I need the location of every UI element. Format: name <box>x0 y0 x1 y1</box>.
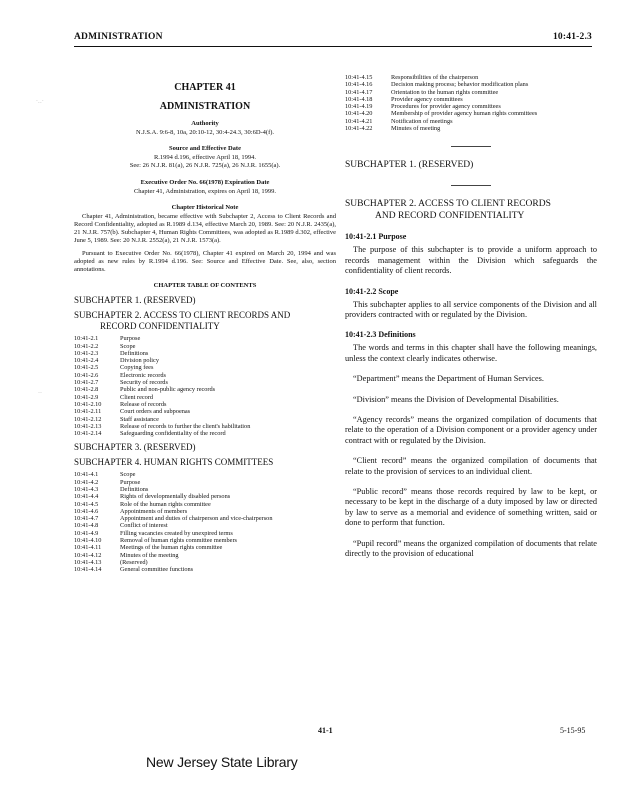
toc-entry-title: Meetings of the human rights committee <box>120 544 223 552</box>
toc-entry <box>74 552 272 559</box>
toc-entry-title: Appointment and duties of chairperson and vice-chairperson <box>120 515 273 523</box>
toc-entry-title: Membership of provider agency human rights committees <box>391 110 538 118</box>
right-column <box>345 72 597 560</box>
toc-entry-number: 10:41-2.14 <box>74 430 102 438</box>
history-paragraph-2: Pursuant to Executive Order No. 66(1978), Chapter 41 expired on March 20, 1994 and was adopted as new rules by R.1994 d.196. See: Source and Effective Date. See, also, section annotations. <box>74 249 336 274</box>
toc-entry <box>74 386 250 393</box>
toc-entry <box>74 423 250 430</box>
section-2-1-heading: 10:41-2.1 Purpose <box>345 232 407 242</box>
toc-subchapter-2-line2: RECORD CONFIDENTIALITY <box>100 321 220 332</box>
toc-entry-number: 10:41-4.12 <box>74 551 102 559</box>
toc-entry <box>345 81 537 88</box>
toc-entry <box>74 486 272 493</box>
toc-entry-number: 10:41-4.20 <box>345 110 373 118</box>
toc-entry-number: 10:41-2.8 <box>74 386 99 394</box>
toc-entry-title: Definitions <box>120 485 149 493</box>
definitions-intro: The words and terms in this chapter shall have the following meanings, unless the context clearly indicates otherwise. <box>345 343 597 363</box>
toc-entry-title: Release of records <box>120 400 167 408</box>
chapter-number: CHAPTER 41 <box>174 82 236 93</box>
toc-entry-title: Safeguarding confidentiality of the record <box>120 430 226 438</box>
toc-entry <box>74 515 272 522</box>
toc-entry-number: 10:41-2.9 <box>74 393 99 401</box>
toc-entry-number: 10:41-4.10 <box>74 537 102 545</box>
toc-entry-title: Purpose <box>120 335 141 343</box>
toc-entry <box>345 89 537 96</box>
toc-entry-number: 10:41-4.13 <box>74 558 102 566</box>
toc-entry-title: Rights of developmentally disabled persons <box>120 493 231 501</box>
toc-entry-number: 10:41-4.21 <box>345 117 373 125</box>
toc-entry <box>74 544 272 551</box>
toc-entry-number: 10:41-2.11 <box>74 408 102 416</box>
source-heading: Source and Effective Date <box>169 145 241 153</box>
toc-entry-number: 10:41-4.3 <box>74 485 99 493</box>
toc-entry-number: 10:41-4.5 <box>74 500 99 508</box>
toc-subchapter-2-line1: SUBCHAPTER 2. ACCESS TO CLIENT RECORDS AND <box>74 310 291 321</box>
toc-entry <box>345 74 537 81</box>
toc-entry <box>345 103 537 110</box>
toc-entry <box>345 110 537 117</box>
toc-entry <box>74 408 250 415</box>
toc-entry-number: 10:41-2.6 <box>74 371 99 379</box>
toc-entry-number: 10:41-4.1 <box>74 471 99 479</box>
toc-entry-title: Court orders and subpoenas <box>120 408 191 416</box>
authority-text: N.J.S.A. 9:6-8, 10a, 20:10-12, 30:4-24.3, 30:6D-4(f). <box>135 129 275 136</box>
left-column <box>74 72 336 579</box>
toc-entry <box>74 379 250 386</box>
toc-subchapter-4-continued <box>345 74 537 132</box>
toc-entry <box>74 372 250 379</box>
toc-entry <box>74 416 250 423</box>
toc-entry-title: Filling vacancies created by unexpired terms <box>120 529 233 537</box>
toc-subchapter-3: SUBCHAPTER 3. (RESERVED) <box>74 442 196 453</box>
divider-rule-2 <box>451 185 491 186</box>
toc-entry-title: Definitions <box>120 349 149 357</box>
toc-entry-title: Removal of human rights committee members <box>120 537 237 545</box>
toc-entry-title: Conflict of interest <box>120 522 168 530</box>
scan-speck: ‥ <box>38 388 43 395</box>
toc-entry <box>74 343 250 350</box>
toc-entry-number: 10:41-4.11 <box>74 544 102 552</box>
section-2-1-text: The purpose of this subchapter is to provide a uniform approach to records management within the Division which safeguards the confidentiality of client records. <box>345 245 597 276</box>
toc-entry <box>74 537 272 544</box>
toc-entry-number: 10:41-4.19 <box>345 103 373 111</box>
header-section-range: 10:41-2.3 <box>552 32 592 42</box>
header-chapter-title: ADMINISTRATION <box>74 32 163 42</box>
toc-entry <box>74 401 250 408</box>
toc-entry <box>74 501 272 508</box>
section-2-2-text: This subchapter applies to all service components of the Division and all providers contracted with or regulated by the Division. <box>345 299 597 319</box>
toc-entry-number: 10:41-4.14 <box>74 566 102 574</box>
toc-entry-number: 10:41-4.2 <box>74 478 99 486</box>
definition-division: “Division” means the Division of Developmental Disabilities. <box>353 394 559 404</box>
history-heading: Chapter Historical Note <box>171 203 239 211</box>
toc-entry-number: 10:41-2.4 <box>74 357 99 365</box>
toc-entry-title: Orientation to the human rights committee <box>391 88 499 96</box>
page-date: 5-15-95 <box>560 726 586 735</box>
toc-entry-title: Public and non-public agency records <box>120 386 216 394</box>
toc-entry <box>74 394 250 401</box>
toc-entry-title: Client record <box>120 393 154 401</box>
toc-entry-number: 10:41-4.6 <box>74 507 99 515</box>
toc-entry-number: 10:41-2.7 <box>74 379 99 387</box>
subchapter-2-title <box>345 198 597 222</box>
toc-entry-number: 10:41-4.16 <box>345 81 373 89</box>
toc-entry-title: Provider agency committees <box>391 95 463 103</box>
subchapter-1-title: SUBCHAPTER 1. (RESERVED) <box>345 160 474 171</box>
toc-subchapter-1: SUBCHAPTER 1. (RESERVED) <box>74 295 196 306</box>
toc-entry-title: (Reserved) <box>120 558 148 566</box>
toc-entry-number: 10:41-4.18 <box>345 95 373 103</box>
toc-entry-title: Minutes of the meeting <box>120 551 179 559</box>
toc-entry <box>74 335 250 342</box>
toc-entry-number: 10:41-2.10 <box>74 400 102 408</box>
toc-entry-title: Scope <box>120 342 136 350</box>
toc-entry-number: 10:41-4.4 <box>74 493 99 501</box>
toc-subchapter-2-list <box>74 335 250 437</box>
toc-entry <box>74 530 272 537</box>
definition-department: “Department” means the Department of Human Services. <box>353 374 544 384</box>
toc-entry-title: Role of the human rights committee <box>120 500 211 508</box>
scan-speck: ·‥· <box>36 98 44 105</box>
toc-entry <box>74 357 250 364</box>
toc-entry-title: Security of records <box>120 379 168 387</box>
toc-subchapter-4: SUBCHAPTER 4. HUMAN RIGHTS COMMITTEES <box>74 457 274 468</box>
toc-entry-number: 10:41-4.9 <box>74 529 99 537</box>
toc-entry <box>345 118 537 125</box>
page-number: 41-1 <box>318 726 333 735</box>
eo-heading: Executive Order No. 66(1978) Expiration Date <box>140 178 270 186</box>
toc-entry-title: Scope <box>120 471 136 479</box>
toc-entry-number: 10:41-4.15 <box>345 74 373 81</box>
toc-entry-title: Procedures for provider agency committees <box>391 103 501 111</box>
divider-rule <box>451 146 491 147</box>
library-stamp: New Jersey State Library <box>146 754 298 770</box>
toc-entry <box>74 522 272 529</box>
toc-entry <box>345 96 537 103</box>
toc-entry-number: 10:41-4.7 <box>74 515 99 523</box>
toc-entry-title: Responsibilities of the chairperson <box>391 74 479 81</box>
toc-entry-title: Copying fees <box>120 364 154 372</box>
source-text: R.1994 d.196, effective April 18, 1994. See: 26 N.J.R. 81(a), 26 N.J.R. 725(a), 26 N.J.R. 1655(a). <box>129 154 281 170</box>
toc-entry-title: Electronic records <box>120 371 166 379</box>
toc-entry-number: 10:41-2.12 <box>74 415 102 423</box>
toc-entry-number: 10:41-2.2 <box>74 342 99 350</box>
definition-pupil-record: “Pupil record” means the organized compilation of documents that relate directly to the provision of educational <box>345 538 597 559</box>
toc-entry <box>74 559 272 566</box>
toc-entry <box>74 364 250 371</box>
toc-entry-number: 10:41-2.13 <box>74 422 102 430</box>
toc-entry <box>74 508 272 515</box>
toc-entry <box>74 566 272 573</box>
history-paragraph-1: Chapter 41, Administration, became effective with Subchapter 2, Access to Client Records and Record Confidentiality, adopted as R.1989 d.134, effective March 20, 1989. See: 20 N.J.R. 2435(a), 21 N.J.R. 757(b). Subchapter 4, Human Rights Committees, was adopted as R.1989 d.302, effective June 5, 1989. See: 20 N.J.R. 2552(a), 21 N.J.R. 1573(a). <box>74 212 336 245</box>
toc-entry-number: 10:41-4.22 <box>345 125 373 133</box>
toc-entry-title: Division policy <box>120 357 160 365</box>
definition-public-record: “Public record” means those records required by law to be kept, or necessary to be kept in the discharge of a duty imposed by law or directed by law to serve as a memorial and evidence of something written, said or done to perform that function. <box>345 487 597 528</box>
definition-agency-records: “Agency records” means the organized compilation of documents that relate to the operation of a Division component or a provider agency under contract with or regulated by the Division. <box>345 415 597 445</box>
toc-subchapter-2 <box>74 310 336 332</box>
eo-text: Chapter 41, Administration, expires on April 18, 1999. <box>133 187 277 195</box>
toc-entry-number: 10:41-4.8 <box>74 522 99 530</box>
toc-entry-title: Staff assistance <box>120 415 159 423</box>
toc-entry <box>74 493 272 500</box>
running-header <box>74 30 592 47</box>
toc-entry <box>74 430 250 437</box>
toc-entry <box>74 471 272 478</box>
toc-entry <box>74 479 272 486</box>
toc-entry-title: Purpose <box>120 478 141 486</box>
toc-entry-title: General committee functions <box>120 566 194 574</box>
toc-entry <box>345 125 537 132</box>
toc-entry-number: 10:41-4.17 <box>345 88 373 96</box>
toc-entry <box>74 350 250 357</box>
subchapter-2-title-line1: SUBCHAPTER 2. ACCESS TO CLIENT RECORDS <box>345 199 551 210</box>
toc-entry-title: Appointments of members <box>120 507 188 515</box>
toc-entry-title: Release of records to further the client's habilitation <box>120 422 251 430</box>
authority-heading: Authority <box>191 120 219 127</box>
section-2-3-heading: 10:41-2.3 Definitions <box>345 330 416 340</box>
definition-client-record: “Client record” means the organized compilation of documents that relate to the provision of services to an individual client. <box>345 456 597 476</box>
subchapter-2-title-line2: AND RECORD CONFIDENTIALITY <box>375 211 525 222</box>
toc-entry-number: 10:41-2.1 <box>74 335 99 343</box>
chapter-name: ADMINISTRATION <box>159 101 251 112</box>
toc-entry-number: 10:41-2.5 <box>74 364 99 372</box>
toc-entry-number: 10:41-2.3 <box>74 349 99 357</box>
toc-entry-title: Minutes of meeting <box>391 125 441 133</box>
toc-entry-title: Decision making process; behavior modification plans <box>391 81 529 89</box>
section-2-2-heading: 10:41-2.2 Scope <box>345 286 399 296</box>
toc-heading: CHAPTER TABLE OF CONTENTS <box>153 282 257 290</box>
toc-subchapter-4-list <box>74 471 272 573</box>
toc-entry-title: Notification of meetings <box>391 117 453 125</box>
